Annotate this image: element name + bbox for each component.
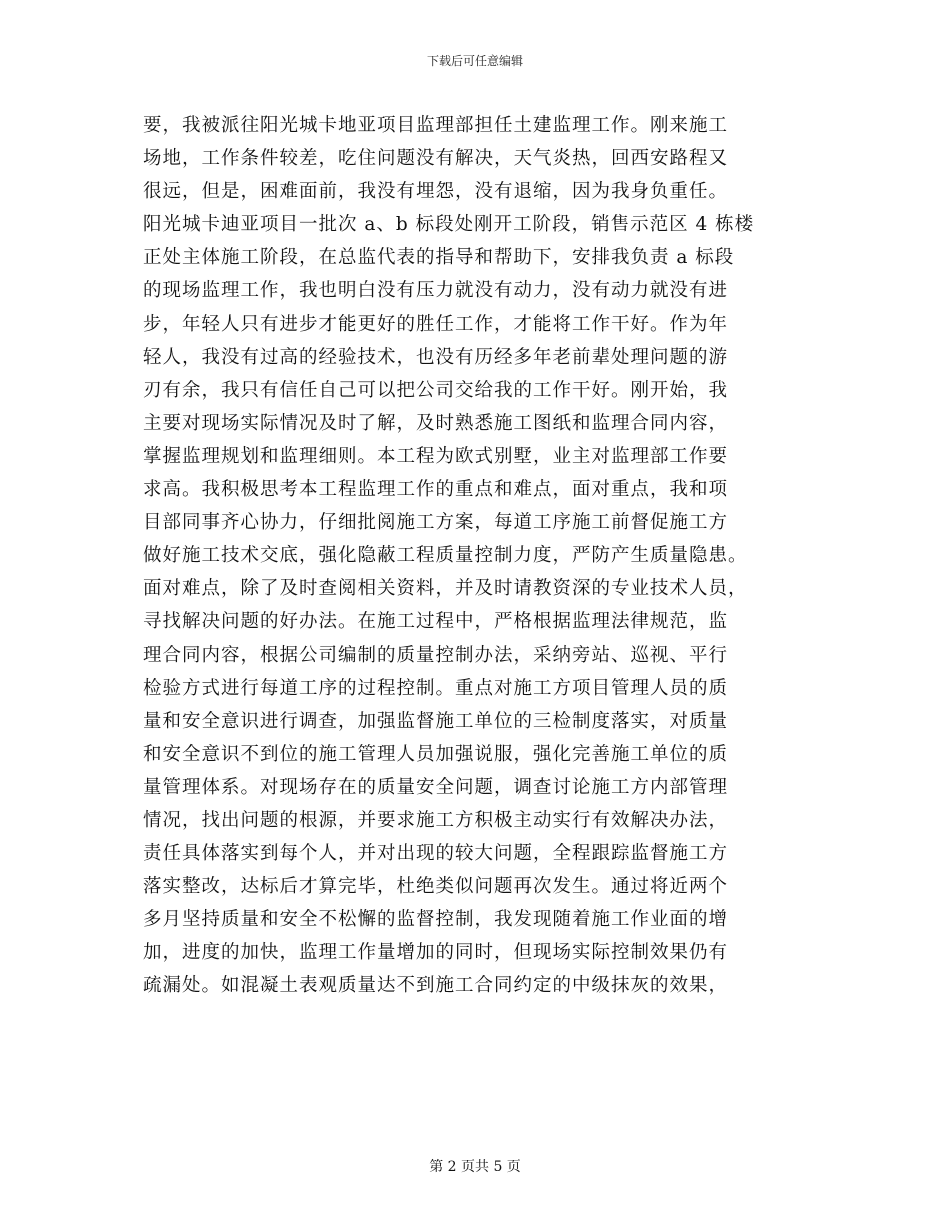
text-line-4: 阳光城卡迪亚项目一批次 a、b 标段处刚开工阶段，销售示范区 4 栋楼 <box>143 214 755 236</box>
text-line-14: 做好施工技术交底，强化隐蔽工程质量控制力度，严防产生质量隐患。 <box>143 545 748 567</box>
text-line-8: 轻人，我没有过高的经验技术，也没有历经多年老前辈处理问题的游 <box>143 346 729 368</box>
text-line-11: 掌握监理规划和监理细则。本工程为欧式别墅，业主对监理部工作要 <box>143 445 729 467</box>
text-line-3: 很远，但是，困难面前，我没有埋怨，没有退缩，因为我身负重任。 <box>143 181 729 203</box>
text-line-2: 场地，工作条件较差，吃住问题没有解决，天气炎热，回西安路程又 <box>143 148 729 170</box>
text-line-10: 主要对现场实际情况及时了解，及时熟悉施工图纸和监理合同内容， <box>143 412 729 434</box>
text-line-19: 量和安全意识进行调查，加强监督施工单位的三检制度落实，对质量 <box>143 710 729 732</box>
text-line-25: 多月坚持质量和安全不松懈的监督控制，我发现随着施工作业面的增 <box>143 909 729 931</box>
document-body <box>143 109 808 1003</box>
text-line-16: 寻找解决问题的好办法。在施工过程中，严格根据监理法律规范，监 <box>143 611 729 633</box>
text-line-20: 和安全意识不到位的施工管理人员加强说服，强化完善施工单位的质 <box>143 743 729 765</box>
text-line-27: 疏漏处。如混凝土表观质量达不到施工合同约定的中级抹灰的效果， <box>143 975 729 997</box>
text-line-26: 加，进度的加快，监理工作量增加的同时，但现场实际控制效果仍有 <box>143 942 729 964</box>
page-number: 第 2 页共 5 页 <box>429 1159 521 1175</box>
text-line-1: 要，我被派往阳光城卡地亚项目监理部担任土建监理工作。刚来施工 <box>143 115 729 136</box>
text-line-24: 落实整改，达标后才算完毕，杜绝类似问题再次发生。通过将近两个 <box>143 876 729 898</box>
text-line-18: 检验方式进行每道工序的过程控制。重点对施工方项目管理人员的质 <box>143 677 729 699</box>
text-line-13: 目部同事齐心协力，仔细批阅施工方案，每道工序施工前督促施工方 <box>143 512 729 534</box>
text-line-17: 理合同内容，根据公司编制的质量控制办法，采纳旁站、巡视、平行 <box>143 644 729 666</box>
text-line-22: 情况，找出问题的根源，并要求施工方积极主动实行有效解决办法， <box>143 809 729 831</box>
text-line-15: 面对难点，除了及时查阅相关资料，并及时请教资深的专业技术人员， <box>143 578 748 600</box>
text-line-21: 量管理体系。对现场存在的质量安全问题，调查讨论施工方内部管理 <box>143 776 729 798</box>
text-line-12: 求高。我积极思考本工程监理工作的重点和难点，面对重点，我和项 <box>143 479 729 501</box>
text-line-9: 刃有余，我只有信任自己可以把公司交给我的工作干好。刚开始，我 <box>143 379 729 401</box>
text-line-6: 的现场监理工作，我也明白没有压力就没有动力，没有动力就没有进 <box>143 280 729 302</box>
page-header: 下载后可任意编辑 <box>426 54 523 68</box>
text-line-23: 责任具体落实到每个人，并对出现的较大问题，全程跟踪监督施工方 <box>143 843 729 865</box>
text-line-5: 正处主体施工阶段，在总监代表的指导和帮助下，安排我负责 a 标段 <box>143 247 735 269</box>
text-line-7: 步，年轻人只有进步才能更好的胜任工作，才能将工作干好。作为年 <box>143 313 729 335</box>
